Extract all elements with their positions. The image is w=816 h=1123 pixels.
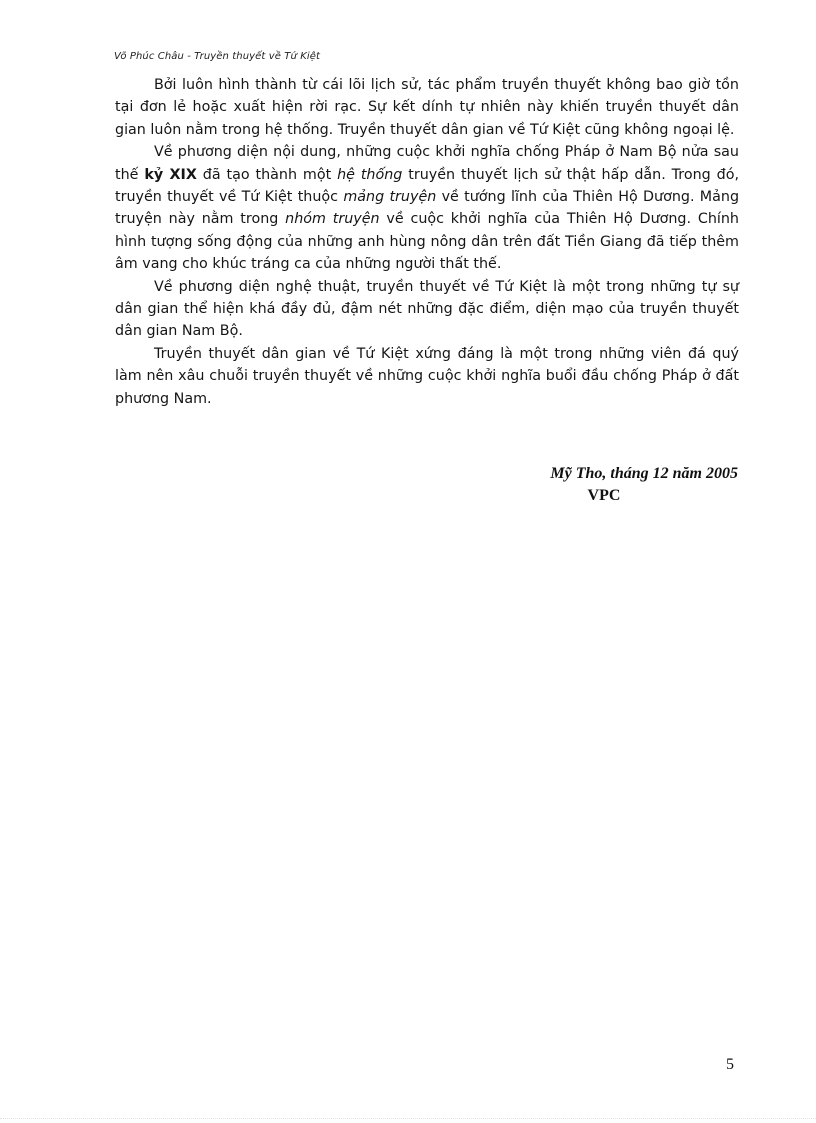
paragraph-1 [115, 74, 739, 141]
paragraph-2-text: truyền thuyết lịch sử thật hấp dẫn. Trong đó, truyền thuyết về Tứ Kiệt thuộc [115, 166, 739, 206]
paragraph-4 [115, 343, 739, 410]
signature-block [470, 463, 738, 507]
paragraph-3 [115, 276, 739, 343]
emphasis-he-thong: hệ thống [337, 166, 403, 183]
emphasis-century: kỷ XIX [144, 166, 197, 183]
signature-place-date: Mỹ Tho, tháng 12 năm 2005 [550, 465, 738, 482]
paragraph-2-text: Về phương diện nội dung, những cuộc khởi nghĩa chống Pháp ở Nam Bộ nửa sau thế [115, 144, 739, 183]
paragraph-1-text: Bởi luôn hình thành từ cái lõi lịch sử, tác phẩm truyền thuyết không bao giờ tồn tại đơn lẻ hoặc xuất hiện rời rạc. Sự kết dính tự nhiên này khiến truyền thuyết dân gian luôn nằm trong hệ thống. Truyền thuyết dân gian về Tứ Kiệt cũng không ngoại lệ. [115, 77, 739, 138]
running-header: Võ Phúc Châu - Truyền thuyết về Tứ Kiệt [114, 51, 321, 62]
emphasis-mang-truyen: mảng truyện [343, 189, 437, 206]
paragraph-2-text: về tướng lĩnh của Thiên Hộ Dương. Mảng truyện này nằm trong [115, 189, 740, 228]
page-bottom-divider [0, 1118, 816, 1119]
signature-initials: VPC [587, 487, 621, 504]
paragraph-3-text: Về phương diện nghệ thuật, truyền thuyết về Tứ Kiệt là một trong những tự sự dân gian thể hiện khá đầy đủ, đậm nét những đặc điểm, diện mạo của truyền thuyết dân gian Nam Bộ. [115, 278, 739, 340]
paragraph-4-text: Truyền thuyết dân gian về Tứ Kiệt xứng đáng là một trong những viên đá quý làm nên xâu chuỗi truyền thuyết về những cuộc khởi nghĩa buổi đầu chống Pháp ở đất phương Nam. [115, 345, 739, 407]
paragraph-2-text: đã tạo thành một [196, 166, 338, 183]
paragraph-2-text: về cuộc khởi nghĩa của Thiên Hộ Dương. Chính hình tượng sống động của những anh hùng nông dân trên đất Tiền Giang đã tiếp thêm âm vang cho khúc tráng ca của những người thất thế. [115, 211, 739, 273]
page-number: 5 [726, 1056, 734, 1073]
page-body [115, 74, 739, 410]
emphasis-nhom-truyen: nhóm truyện [285, 211, 380, 228]
paragraph-2 [115, 141, 739, 275]
